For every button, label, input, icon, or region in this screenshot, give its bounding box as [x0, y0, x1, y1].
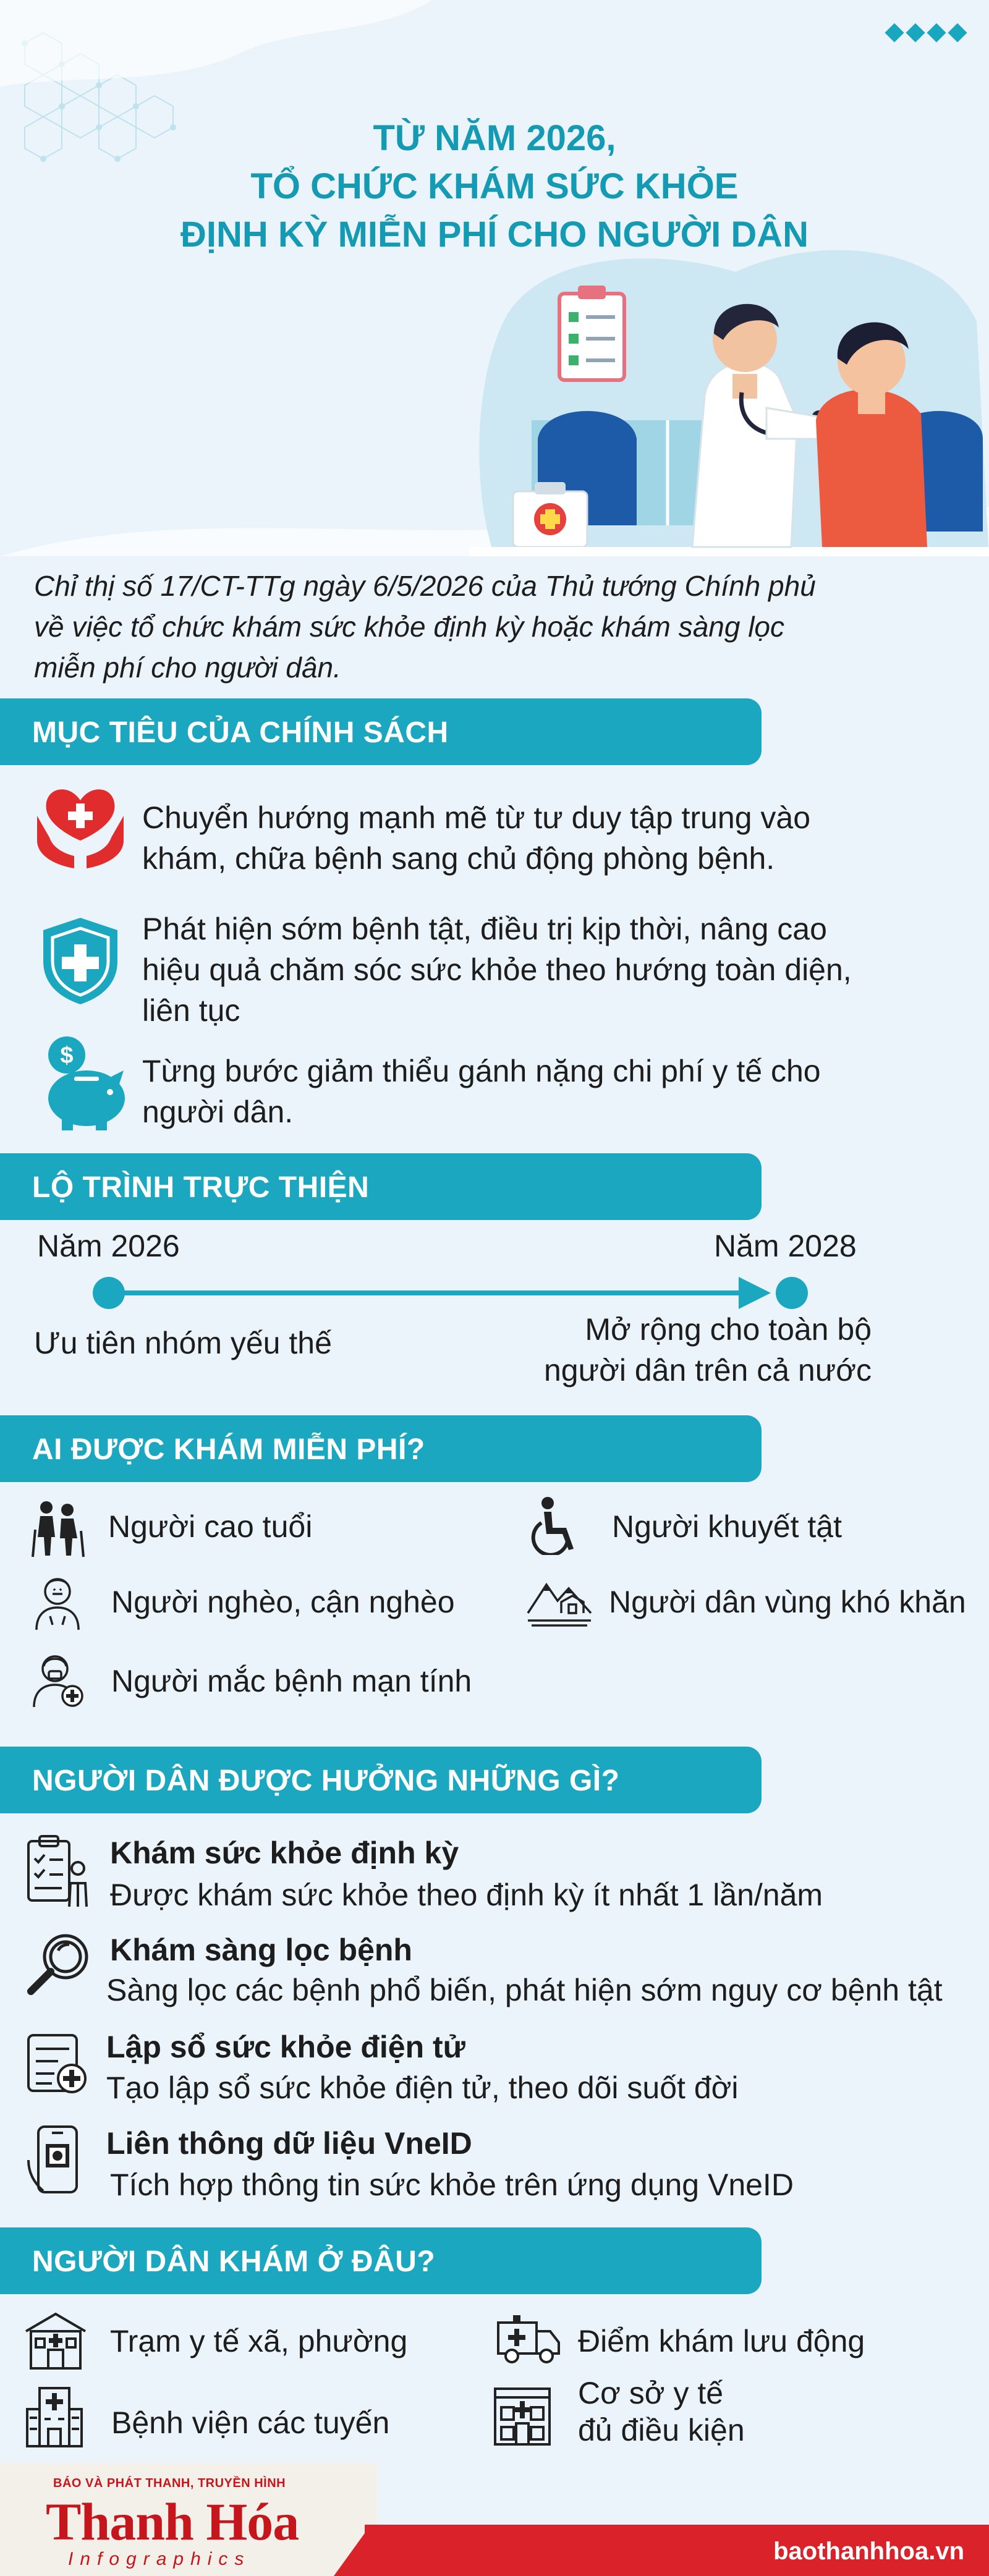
health-record-icon: [23, 2030, 91, 2098]
section-header-roadmap: [0, 1153, 762, 1220]
svg-text:$: $: [60, 1043, 74, 1069]
section-header-benefits: [0, 1747, 762, 1813]
section-title: LỘ TRÌNH TRỰC THIỆN: [32, 1171, 370, 1204]
goal-line: liên tục: [142, 993, 240, 1028]
benefit-title: Liên thông dữ liệu VneID: [106, 2126, 472, 2161]
medical-facility-icon: [491, 2383, 553, 2447]
intro-line: miễn phí cho người dân.: [34, 651, 341, 684]
eligible-item-label: Người cao tuổi: [108, 1509, 313, 1544]
benefit-desc: Tích hợp thông tin sức khỏe trên ứng dụng VneID: [110, 2167, 794, 2202]
title-line-3: ĐỊNH KỲ MIỄN PHÍ CHO NGƯỜI DÂN: [180, 214, 809, 255]
eligible-item-label: Người mắc bệnh mạn tính: [111, 1664, 472, 1698]
heart-hands-icon: [31, 782, 130, 875]
eligible-item-label: Người nghèo, cận nghèo: [111, 1585, 455, 1619]
roadmap-start-text: Ưu tiên nhóm yếu thế: [34, 1326, 332, 1360]
goal-item-2: [142, 909, 958, 1031]
diamond-dots-decoration: [888, 26, 964, 40]
intro-paragraph: [34, 566, 961, 688]
section-title: NGƯỜI DÂN KHÁM Ở ĐÂU?: [32, 2245, 436, 2278]
location-label: Trạm y tế xã, phường: [110, 2324, 408, 2358]
eligible-item-label: Người dân vùng khó khăn: [609, 1585, 966, 1619]
poor-person-icon: [28, 1573, 87, 1632]
title-line-1: TỪ NĂM 2026,: [373, 118, 616, 158]
goal-line: Chuyển hướng mạnh mẽ từ tư duy tập trung vào: [142, 800, 811, 835]
roadmap-end-year: Năm 2028: [714, 1229, 857, 1263]
phone-id-icon: [25, 2123, 87, 2200]
section-title: AI ĐƯỢC KHÁM MIỄN PHÍ?: [32, 1433, 425, 1466]
title-line-2: TỔ CHỨC KHÁM SỨC KHỎE: [250, 166, 739, 206]
section-header-goals: [0, 698, 762, 765]
roadmap-arrow: [739, 1277, 771, 1309]
checkup-clipboard-icon: [25, 1832, 93, 1910]
benefit-desc: Sàng lọc các bệnh phổ biến, phát hiện sớm nguy cơ bệnh tật: [106, 1973, 943, 2007]
eligible-item-label: Người khuyết tật: [612, 1509, 842, 1544]
roadmap-end-text: [544, 1309, 872, 1391]
logo-wordmark: Thanh Hóa: [46, 2492, 299, 2551]
website-link[interactable]: baothanhhoa.vn: [773, 2538, 964, 2565]
roadmap-end-line: Mở rộng cho toàn bộ: [585, 1312, 872, 1347]
roadmap-start-dot: [93, 1277, 125, 1309]
intro-line: về việc tổ chức khám sức khỏe định kỳ hoặc khám sàng lọc: [34, 611, 784, 643]
elderly-icon: [28, 1499, 87, 1558]
logo-subtitle: Infographics: [68, 2549, 251, 2569]
section-header-eligible: [0, 1415, 762, 1482]
section-title: NGƯỜI DÂN ĐƯỢC HƯỞNG NHỮNG GÌ?: [32, 1765, 620, 1797]
goal-item-3: [142, 1051, 958, 1132]
header: [0, 0, 989, 556]
goal-item-1: [142, 797, 958, 879]
benefit-title: Lập sổ sức khỏe điện tử: [106, 2030, 465, 2064]
shield-cross-icon: [37, 915, 124, 1007]
location-line: đủ điều kiện: [578, 2413, 745, 2447]
roadmap-start-year: Năm 2026: [37, 1229, 180, 1263]
goal-line: người dân.: [142, 1095, 294, 1129]
location-label: Điểm khám lưu động: [578, 2324, 865, 2358]
wheelchair-icon: [525, 1496, 585, 1555]
magnifier-icon: [25, 1930, 93, 2001]
benefit-desc: Tạo lập sổ sức khỏe điện tử, theo dõi suốt đời: [106, 2070, 739, 2105]
chronic-patient-icon: [28, 1650, 87, 1710]
roadmap-line: [108, 1290, 760, 1295]
goal-line: Phát hiện sớm bệnh tật, điều trị kịp thời, nâng cao: [142, 912, 827, 946]
benefit-desc: Được khám sức khỏe theo định kỳ ít nhất 1 lần/năm: [110, 1878, 823, 1912]
section-header-locations: [0, 2227, 762, 2294]
section-title: MỤC TIÊU CỦA CHÍNH SÁCH: [32, 716, 449, 749]
clinic-icon: [23, 2310, 88, 2372]
mountain-village-icon: [525, 1570, 593, 1629]
intro-line: Chỉ thị số 17/CT-TTg ngày 6/5/2026 của Thủ tướng Chính phủ: [34, 570, 816, 602]
benefit-title: Khám sức khỏe định kỳ: [110, 1836, 459, 1870]
benefit-title: Khám sàng lọc bệnh: [110, 1933, 412, 1967]
hospital-icon: [23, 2384, 85, 2449]
location-label-multiline: [578, 2375, 745, 2449]
doctor-patient-illustration: [470, 235, 989, 556]
ambulance-icon: [494, 2313, 562, 2365]
location-line: Cơ sở y tế: [578, 2376, 724, 2410]
roadmap-end-line: người dân trên cả nước: [543, 1353, 872, 1388]
corner-wave-decoration: [0, 0, 433, 87]
goal-line: hiệu quả chăm sóc sức khỏe theo hướng toàn diện,: [142, 952, 852, 987]
piggy-bank-icon: [37, 1033, 130, 1132]
location-label: Bệnh viện các tuyến: [111, 2405, 390, 2440]
goal-line: Từng bước giảm thiểu gánh nặng chi phí y tế cho: [142, 1054, 821, 1088]
roadmap-end-dot: [776, 1277, 808, 1309]
goal-line: khám, chữa bệnh sang chủ động phòng bệnh.: [142, 841, 775, 876]
logo-tagline: BÁO VÀ PHÁT THANH, TRUYỀN HÌNH: [53, 2476, 286, 2490]
